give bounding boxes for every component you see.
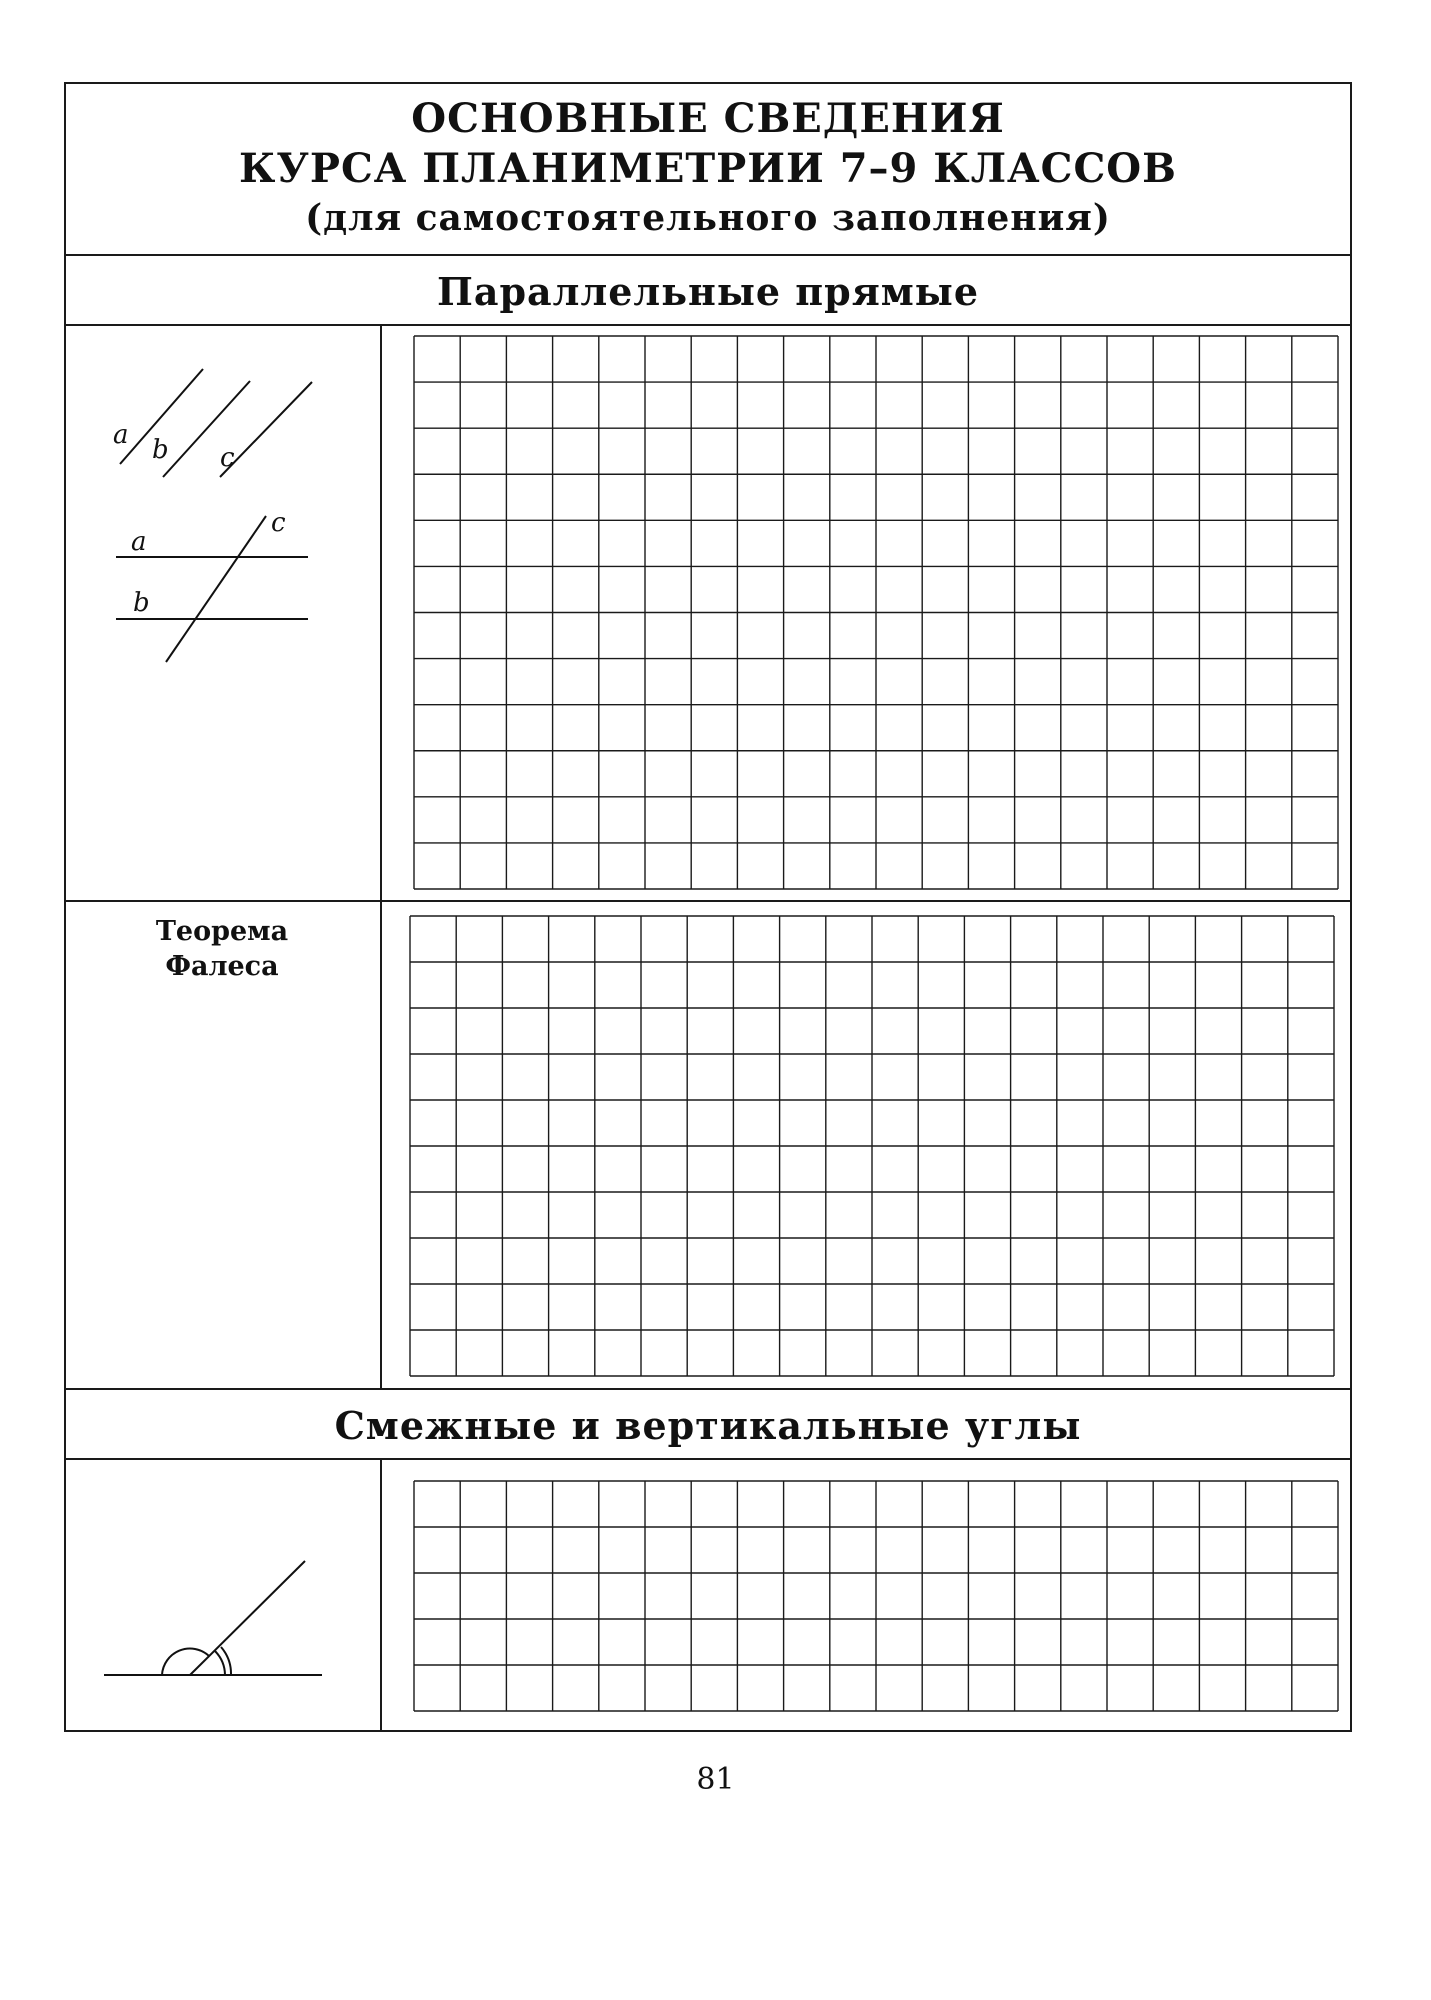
- writing-grid-angles[interactable]: [413, 1480, 1339, 1712]
- transversal-line-c: [166, 516, 266, 662]
- label-a: a: [113, 420, 129, 450]
- thales-line-1: Теорема: [155, 916, 289, 947]
- thales-line-2: Фалеса: [165, 951, 279, 982]
- page-number: 81: [696, 1762, 735, 1797]
- title-line-2: КУРСА ПЛАНИМЕТРИИ 7–9 КЛАССОВ: [239, 145, 1177, 192]
- transversal-label-a: a: [131, 527, 147, 557]
- section-heading-angles: Смежные и вертикальные углы: [334, 1402, 1082, 1448]
- writing-grid-parallel[interactable]: [413, 335, 1339, 890]
- writing-grid-thales[interactable]: [409, 915, 1335, 1377]
- line-b: [163, 381, 250, 477]
- transversal-label-b: b: [133, 588, 150, 618]
- title-line-1: ОСНОВНЫЕ СВЕДЕНИЯ: [411, 95, 1005, 142]
- label-c: c: [220, 443, 235, 473]
- angle-arc-acute-1: [215, 1651, 225, 1675]
- transversal-label-c: c: [271, 508, 286, 538]
- section-heading-parallel: Параллельные прямые: [436, 268, 980, 314]
- adjacent-angles-figure: [104, 1561, 322, 1675]
- label-b: b: [152, 435, 169, 465]
- angle-ray: [190, 1561, 305, 1675]
- title-line-3: (для самостоятельного заполнения): [305, 197, 1111, 239]
